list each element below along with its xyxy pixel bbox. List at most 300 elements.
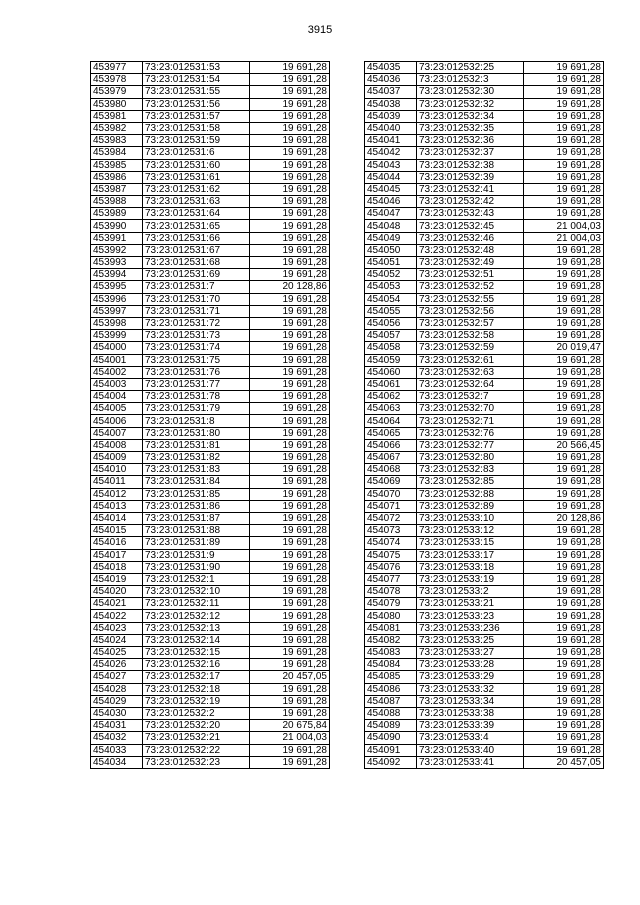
cadastral-number-cell: 73:23:012531:61 [143, 171, 250, 183]
value-cell: 20 457,05 [250, 671, 330, 683]
table-row [91, 439, 330, 451]
value-cell: 19 691,28 [250, 62, 330, 74]
record-id-cell: 453984 [91, 147, 143, 159]
cadastral-number-cell: 73:23:012531:57 [143, 110, 250, 122]
record-id-cell: 454002 [91, 366, 143, 378]
value-cell: 19 691,28 [250, 488, 330, 500]
cadastral-number-cell: 73:23:012532:1 [143, 573, 250, 585]
record-id-cell: 454084 [365, 659, 417, 671]
value-cell: 19 691,28 [250, 598, 330, 610]
value-cell: 19 691,28 [524, 122, 604, 134]
record-id-cell: 454029 [91, 695, 143, 707]
cadastral-number-cell: 73:23:012532:45 [417, 220, 524, 232]
record-id-cell: 454052 [365, 269, 417, 281]
cadastral-number-cell: 73:23:012532:11 [143, 598, 250, 610]
record-id-cell: 453997 [91, 305, 143, 317]
value-cell: 19 691,28 [250, 695, 330, 707]
table-row [365, 86, 604, 98]
table-row [365, 610, 604, 622]
cadastral-number-cell: 73:23:012533:27 [417, 647, 524, 659]
record-id-cell: 454063 [365, 403, 417, 415]
table-row [91, 659, 330, 671]
cadastral-number-cell: 73:23:012532:2 [143, 707, 250, 719]
record-id-cell: 453982 [91, 122, 143, 134]
value-cell: 19 691,28 [250, 622, 330, 634]
table-row [91, 208, 330, 220]
value-cell: 19 691,28 [250, 573, 330, 585]
cadastral-number-cell: 73:23:012532:77 [417, 439, 524, 451]
record-id-cell: 454060 [365, 366, 417, 378]
value-cell: 19 691,28 [250, 512, 330, 524]
record-id-cell: 454088 [365, 707, 417, 719]
table-row [365, 756, 604, 768]
table-row [91, 196, 330, 208]
record-id-cell: 454072 [365, 512, 417, 524]
value-cell: 19 691,28 [524, 720, 604, 732]
value-cell: 19 691,28 [250, 220, 330, 232]
value-cell: 19 691,28 [524, 98, 604, 110]
record-id-cell: 454030 [91, 707, 143, 719]
cadastral-number-cell: 73:23:012532:21 [143, 732, 250, 744]
value-cell: 19 691,28 [250, 659, 330, 671]
cadastral-number-cell: 73:23:012531:85 [143, 488, 250, 500]
record-id-cell: 454006 [91, 415, 143, 427]
value-cell: 19 691,28 [250, 366, 330, 378]
table-row [91, 269, 330, 281]
table-row [91, 135, 330, 147]
record-id-cell: 454004 [91, 391, 143, 403]
cadastral-number-cell: 73:23:012532:59 [417, 342, 524, 354]
value-cell: 19 691,28 [524, 366, 604, 378]
cadastral-number-cell: 73:23:012533:21 [417, 598, 524, 610]
record-id-cell: 454024 [91, 634, 143, 646]
cadastral-number-cell: 73:23:012531:60 [143, 159, 250, 171]
table-row [365, 244, 604, 256]
cadastral-number-cell: 73:23:012532:39 [417, 171, 524, 183]
value-cell: 19 691,28 [250, 86, 330, 98]
record-id-cell: 454058 [365, 342, 417, 354]
right-register-table [364, 61, 604, 769]
table-row [365, 598, 604, 610]
table-row [365, 281, 604, 293]
right-table-body [365, 62, 604, 769]
value-cell: 19 691,28 [524, 586, 604, 598]
table-row [365, 586, 604, 598]
table-row [91, 147, 330, 159]
value-cell: 19 691,28 [524, 427, 604, 439]
value-cell: 19 691,28 [524, 269, 604, 281]
cadastral-number-cell: 73:23:012533:15 [417, 537, 524, 549]
table-row [365, 720, 604, 732]
record-id-cell: 454065 [365, 427, 417, 439]
value-cell: 19 691,28 [524, 488, 604, 500]
value-cell: 19 691,28 [524, 183, 604, 195]
table-row [91, 354, 330, 366]
record-id-cell: 453989 [91, 208, 143, 220]
record-id-cell: 454075 [365, 549, 417, 561]
cadastral-number-cell: 73:23:012532:37 [417, 147, 524, 159]
table-row [365, 74, 604, 86]
cadastral-number-cell: 73:23:012531:88 [143, 525, 250, 537]
table-row [365, 98, 604, 110]
table-row [365, 695, 604, 707]
left-table-body [91, 62, 330, 769]
record-id-cell: 454026 [91, 659, 143, 671]
table-row [365, 488, 604, 500]
table-row [365, 232, 604, 244]
table-row [365, 561, 604, 573]
cadastral-number-cell: 73:23:012531:77 [143, 378, 250, 390]
table-row [91, 415, 330, 427]
value-cell: 19 691,28 [524, 561, 604, 573]
value-cell: 19 691,28 [524, 464, 604, 476]
table-row [365, 525, 604, 537]
value-cell: 19 691,28 [524, 147, 604, 159]
value-cell: 19 691,28 [250, 464, 330, 476]
table-row [91, 586, 330, 598]
cadastral-number-cell: 73:23:012531:86 [143, 500, 250, 512]
table-row [365, 439, 604, 451]
cadastral-number-cell: 73:23:012531:81 [143, 439, 250, 451]
record-id-cell: 454031 [91, 720, 143, 732]
record-id-cell: 454083 [365, 647, 417, 659]
table-row [365, 464, 604, 476]
table-row [365, 391, 604, 403]
value-cell: 21 004,03 [524, 220, 604, 232]
table-row [91, 305, 330, 317]
cadastral-number-cell: 73:23:012531:7 [143, 281, 250, 293]
cadastral-number-cell: 73:23:012532:55 [417, 293, 524, 305]
cadastral-number-cell: 73:23:012531:80 [143, 427, 250, 439]
cadastral-number-cell: 73:23:012532:10 [143, 586, 250, 598]
value-cell: 19 691,28 [250, 744, 330, 756]
value-cell: 21 004,03 [250, 732, 330, 744]
cadastral-number-cell: 73:23:012531:87 [143, 512, 250, 524]
cadastral-number-cell: 73:23:012533:40 [417, 744, 524, 756]
cadastral-number-cell: 73:23:012532:22 [143, 744, 250, 756]
record-id-cell: 454081 [365, 622, 417, 634]
value-cell: 19 691,28 [524, 86, 604, 98]
table-row [365, 671, 604, 683]
record-id-cell: 454014 [91, 512, 143, 524]
cadastral-number-cell: 73:23:012532:61 [417, 354, 524, 366]
cadastral-number-cell: 73:23:012533:25 [417, 634, 524, 646]
table-row [365, 135, 604, 147]
value-cell: 19 691,28 [250, 634, 330, 646]
value-cell: 19 691,28 [524, 257, 604, 269]
cadastral-number-cell: 73:23:012533:236 [417, 622, 524, 634]
table-row [91, 183, 330, 195]
value-cell: 19 691,28 [250, 586, 330, 598]
record-id-cell: 454015 [91, 525, 143, 537]
table-row [365, 732, 604, 744]
cadastral-number-cell: 73:23:012532:49 [417, 257, 524, 269]
record-id-cell: 454028 [91, 683, 143, 695]
cadastral-number-cell: 73:23:012532:32 [417, 98, 524, 110]
value-cell: 19 691,28 [250, 391, 330, 403]
table-row [91, 537, 330, 549]
cadastral-number-cell: 73:23:012533:32 [417, 683, 524, 695]
record-id-cell: 454001 [91, 354, 143, 366]
record-id-cell: 454017 [91, 549, 143, 561]
cadastral-number-cell: 73:23:012532:16 [143, 659, 250, 671]
cadastral-number-cell: 73:23:012532:20 [143, 720, 250, 732]
record-id-cell: 453988 [91, 196, 143, 208]
table-row [365, 647, 604, 659]
record-id-cell: 454092 [365, 756, 417, 768]
value-cell: 19 691,28 [524, 403, 604, 415]
cadastral-number-cell: 73:23:012531:89 [143, 537, 250, 549]
cadastral-number-cell: 73:23:012532:71 [417, 415, 524, 427]
table-row [365, 415, 604, 427]
value-cell: 19 691,28 [524, 305, 604, 317]
value-cell: 19 691,28 [524, 634, 604, 646]
table-row [91, 561, 330, 573]
value-cell: 19 691,28 [250, 135, 330, 147]
cadastral-number-cell: 73:23:012532:13 [143, 622, 250, 634]
cadastral-number-cell: 73:23:012533:41 [417, 756, 524, 768]
table-row [365, 342, 604, 354]
cadastral-number-cell: 73:23:012532:43 [417, 208, 524, 220]
table-row [91, 330, 330, 342]
cadastral-number-cell: 73:23:012532:46 [417, 232, 524, 244]
cadastral-number-cell: 73:23:012533:38 [417, 707, 524, 719]
record-id-cell: 453980 [91, 98, 143, 110]
table-row [365, 317, 604, 329]
cadastral-number-cell: 73:23:012532:70 [417, 403, 524, 415]
record-id-cell: 453998 [91, 317, 143, 329]
record-id-cell: 453993 [91, 257, 143, 269]
table-row [365, 208, 604, 220]
record-id-cell: 454044 [365, 171, 417, 183]
table-row [91, 464, 330, 476]
table-row [365, 305, 604, 317]
cadastral-number-cell: 73:23:012532:41 [417, 183, 524, 195]
cadastral-number-cell: 73:23:012532:15 [143, 647, 250, 659]
record-id-cell: 454080 [365, 610, 417, 622]
cadastral-number-cell: 73:23:012532:48 [417, 244, 524, 256]
record-id-cell: 454010 [91, 464, 143, 476]
record-id-cell: 454071 [365, 500, 417, 512]
cadastral-number-cell: 73:23:012532:89 [417, 500, 524, 512]
record-id-cell: 454054 [365, 293, 417, 305]
cadastral-number-cell: 73:23:012531:76 [143, 366, 250, 378]
cadastral-number-cell: 73:23:012532:80 [417, 452, 524, 464]
page-number: 3915 [307, 24, 333, 36]
value-cell: 19 691,28 [250, 756, 330, 768]
value-cell: 19 691,28 [524, 659, 604, 671]
cadastral-number-cell: 73:23:012532:52 [417, 281, 524, 293]
value-cell: 19 691,28 [250, 293, 330, 305]
record-id-cell: 454000 [91, 342, 143, 354]
record-id-cell: 453977 [91, 62, 143, 74]
table-row [365, 622, 604, 634]
record-id-cell: 454043 [365, 159, 417, 171]
table-row [365, 330, 604, 342]
record-id-cell: 454033 [91, 744, 143, 756]
table-row [91, 257, 330, 269]
record-id-cell: 454076 [365, 561, 417, 573]
record-id-cell: 453987 [91, 183, 143, 195]
record-id-cell: 454059 [365, 354, 417, 366]
value-cell: 19 691,28 [524, 110, 604, 122]
record-id-cell: 454003 [91, 378, 143, 390]
value-cell: 19 691,28 [524, 244, 604, 256]
record-id-cell: 453981 [91, 110, 143, 122]
value-cell: 19 691,28 [250, 427, 330, 439]
record-id-cell: 454008 [91, 439, 143, 451]
record-id-cell: 454049 [365, 232, 417, 244]
table-row [91, 86, 330, 98]
table-row [365, 634, 604, 646]
value-cell: 19 691,28 [250, 439, 330, 451]
record-id-cell: 454042 [365, 147, 417, 159]
table-row [91, 707, 330, 719]
cadastral-number-cell: 73:23:012531:58 [143, 122, 250, 134]
table-row [365, 573, 604, 585]
record-id-cell: 454021 [91, 598, 143, 610]
cadastral-number-cell: 73:23:012531:83 [143, 464, 250, 476]
value-cell: 19 691,28 [250, 561, 330, 573]
table-row [91, 366, 330, 378]
value-cell: 19 691,28 [524, 330, 604, 342]
record-id-cell: 454086 [365, 683, 417, 695]
cadastral-number-cell: 73:23:012533:2 [417, 586, 524, 598]
record-id-cell: 453978 [91, 74, 143, 86]
value-cell: 19 691,28 [524, 671, 604, 683]
table-row [91, 647, 330, 659]
table-row [91, 634, 330, 646]
value-cell: 20 457,05 [524, 756, 604, 768]
table-row [365, 659, 604, 671]
value-cell: 20 566,45 [524, 439, 604, 451]
value-cell: 20 128,86 [250, 281, 330, 293]
table-row [365, 537, 604, 549]
cadastral-number-cell: 73:23:012532:64 [417, 378, 524, 390]
value-cell: 19 691,28 [524, 293, 604, 305]
record-id-cell: 454036 [365, 74, 417, 86]
cadastral-number-cell: 73:23:012531:68 [143, 257, 250, 269]
cadastral-number-cell: 73:23:012531:55 [143, 86, 250, 98]
value-cell: 19 691,28 [250, 257, 330, 269]
record-id-cell: 454038 [365, 98, 417, 110]
value-cell: 19 691,28 [250, 269, 330, 281]
record-id-cell: 454009 [91, 452, 143, 464]
table-row [91, 476, 330, 488]
cadastral-number-cell: 73:23:012532:42 [417, 196, 524, 208]
record-id-cell: 454046 [365, 196, 417, 208]
cadastral-number-cell: 73:23:012531:74 [143, 342, 250, 354]
record-id-cell: 453994 [91, 269, 143, 281]
table-row [91, 293, 330, 305]
table-row [91, 378, 330, 390]
value-cell: 19 691,28 [250, 232, 330, 244]
table-row [91, 683, 330, 695]
record-id-cell: 454067 [365, 452, 417, 464]
cadastral-number-cell: 73:23:012531:6 [143, 147, 250, 159]
table-row [365, 196, 604, 208]
table-row [91, 98, 330, 110]
table-row [365, 293, 604, 305]
cadastral-number-cell: 73:23:012531:8 [143, 415, 250, 427]
value-cell: 20 128,86 [524, 512, 604, 524]
record-id-cell: 454048 [365, 220, 417, 232]
cadastral-number-cell: 73:23:012533:4 [417, 732, 524, 744]
cadastral-number-cell: 73:23:012531:56 [143, 98, 250, 110]
table-row [91, 610, 330, 622]
value-cell: 19 691,28 [250, 74, 330, 86]
table-row [91, 317, 330, 329]
table-row [91, 744, 330, 756]
cadastral-number-cell: 73:23:012532:38 [417, 159, 524, 171]
cadastral-number-cell: 73:23:012531:62 [143, 183, 250, 195]
value-cell: 19 691,28 [250, 525, 330, 537]
value-cell: 19 691,28 [524, 317, 604, 329]
value-cell: 19 691,28 [524, 598, 604, 610]
cadastral-number-cell: 73:23:012532:14 [143, 634, 250, 646]
table-row [365, 427, 604, 439]
record-id-cell: 454007 [91, 427, 143, 439]
cadastral-number-cell: 73:23:012532:56 [417, 305, 524, 317]
table-row [365, 476, 604, 488]
cadastral-number-cell: 73:23:012533:18 [417, 561, 524, 573]
record-id-cell: 454062 [365, 391, 417, 403]
value-cell: 19 691,28 [250, 208, 330, 220]
table-row [365, 683, 604, 695]
table-row [91, 671, 330, 683]
value-cell: 19 691,28 [250, 171, 330, 183]
cadastral-number-cell: 73:23:012531:9 [143, 549, 250, 561]
cadastral-number-cell: 73:23:012532:51 [417, 269, 524, 281]
value-cell: 19 691,28 [250, 330, 330, 342]
table-row [91, 62, 330, 74]
table-row [365, 147, 604, 159]
table-row [91, 281, 330, 293]
record-id-cell: 454011 [91, 476, 143, 488]
record-id-cell: 454078 [365, 586, 417, 598]
record-id-cell: 454016 [91, 537, 143, 549]
record-id-cell: 454079 [365, 598, 417, 610]
value-cell: 19 691,28 [524, 549, 604, 561]
value-cell: 19 691,28 [524, 281, 604, 293]
table-row [91, 512, 330, 524]
table-row [91, 549, 330, 561]
record-id-cell: 454085 [365, 671, 417, 683]
value-cell: 20 019,47 [524, 342, 604, 354]
table-row [91, 342, 330, 354]
left-register-table [90, 61, 330, 769]
record-id-cell: 454051 [365, 257, 417, 269]
record-id-cell: 454055 [365, 305, 417, 317]
value-cell: 19 691,28 [524, 354, 604, 366]
value-cell: 19 691,28 [250, 647, 330, 659]
value-cell: 20 675,84 [250, 720, 330, 732]
table-row [91, 452, 330, 464]
record-id-cell: 454023 [91, 622, 143, 634]
record-id-cell: 454068 [365, 464, 417, 476]
cadastral-number-cell: 73:23:012533:23 [417, 610, 524, 622]
record-id-cell: 454032 [91, 732, 143, 744]
record-id-cell: 454047 [365, 208, 417, 220]
value-cell: 19 691,28 [524, 74, 604, 86]
cadastral-number-cell: 73:23:012533:10 [417, 512, 524, 524]
table-row [91, 391, 330, 403]
record-id-cell: 453995 [91, 281, 143, 293]
value-cell: 19 691,28 [524, 476, 604, 488]
cadastral-number-cell: 73:23:012532:23 [143, 756, 250, 768]
cadastral-number-cell: 73:23:012531:66 [143, 232, 250, 244]
value-cell: 19 691,28 [250, 147, 330, 159]
